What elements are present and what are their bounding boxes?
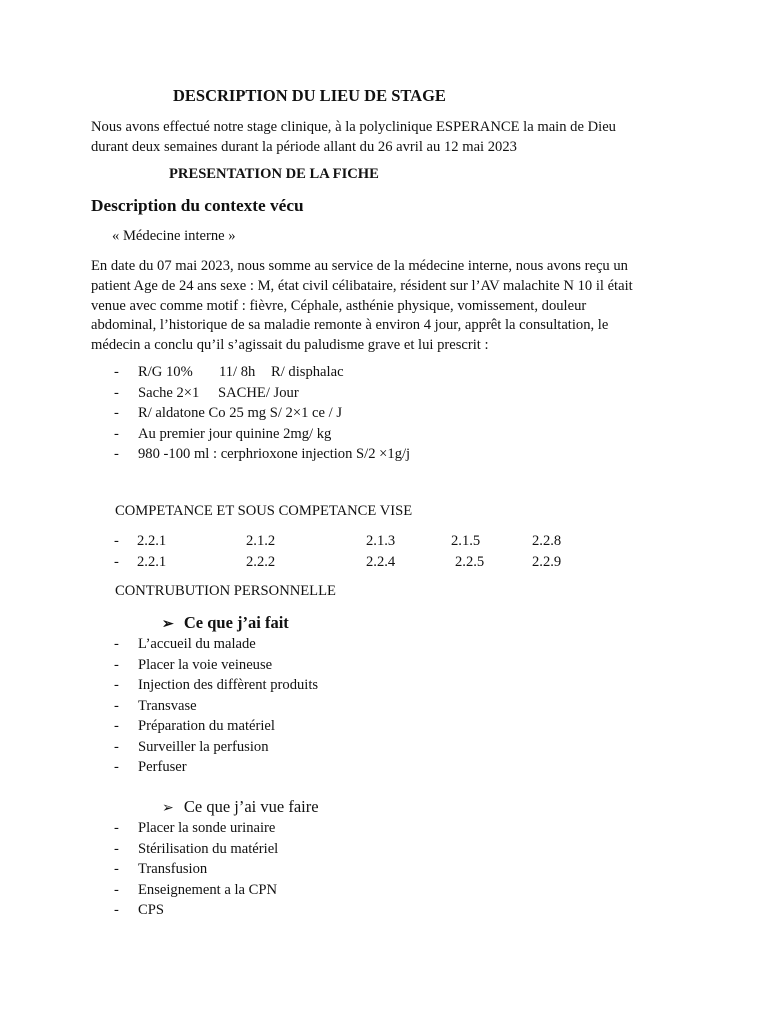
competence-code: 2.2.1 bbox=[137, 533, 167, 549]
narrative-line: abdominal, l’historique de sa maladie remonte à environ 4 jour, apprêt la consultation, le bbox=[91, 317, 609, 334]
bullet-dash: - bbox=[114, 840, 119, 857]
done-item: Préparation du matériel bbox=[138, 718, 275, 734]
seen-item: Enseignement a la CPN bbox=[138, 881, 278, 898]
context-heading: Description du contexte vécu bbox=[91, 196, 304, 215]
narrative-line: venue avec comme motif : fièvre, Céphale, asthénie physique, vomissement, douleur bbox=[91, 297, 587, 314]
prescription-part: Au premier jour quinine 2mg/ kg bbox=[138, 425, 332, 442]
bullet-dash: - bbox=[114, 553, 119, 570]
service-label: « Médecine interne » bbox=[112, 228, 236, 244]
bullet-dash: - bbox=[114, 861, 119, 877]
seen-heading-row bbox=[162, 797, 319, 817]
competence-code: 2.2.9 bbox=[532, 553, 562, 570]
done-item: L’accueil du malade bbox=[138, 636, 256, 652]
arrow-icon: ➢ bbox=[162, 801, 174, 816]
prescription-part: R/G 10% bbox=[138, 364, 193, 380]
contribution-heading: CONTRUBUTION PERSONNELLE bbox=[115, 583, 336, 599]
seen-item: Placer la sonde urinaire bbox=[138, 820, 276, 836]
done-item: Perfuser bbox=[138, 759, 187, 775]
competence-code: 2.2.1 bbox=[137, 553, 167, 570]
bullet-dash: - bbox=[114, 636, 119, 652]
bullet-dash: - bbox=[114, 405, 119, 421]
bullet-dash: - bbox=[114, 656, 119, 673]
bullet-dash: - bbox=[114, 718, 119, 734]
prescription-part: 11/ 8h bbox=[219, 364, 256, 380]
competence-code: 2.1.3 bbox=[366, 533, 396, 549]
done-item: Surveiller la perfusion bbox=[138, 738, 269, 755]
bullet-dash: - bbox=[114, 881, 119, 898]
arrow-icon: ➢ bbox=[162, 617, 174, 632]
bullet-dash: - bbox=[114, 697, 119, 714]
narrative-line: patient Age de 24 ans sexe : M, état civil célibataire, résident sur l’AV malachite N 10 il était bbox=[91, 277, 633, 294]
competence-heading: COMPETANCE ET SOUS COMPETANCE VISE bbox=[115, 503, 413, 519]
prescription-part: 980 -100 ml : cerphrioxone injection S/2 ×1g/j bbox=[138, 446, 411, 462]
done-heading-row bbox=[162, 613, 289, 633]
competence-code: 2.2.5 bbox=[455, 553, 485, 570]
competence-code: 2.2.4 bbox=[366, 553, 396, 570]
bullet-dash: - bbox=[114, 677, 119, 693]
seen-item: Stérilisation du matériel bbox=[138, 840, 279, 857]
done-item: Injection des diffèrent produits bbox=[138, 677, 319, 693]
intro-line: Nous avons effectué notre stage clinique, à la polyclinique ESPERANCE la main de Dieu bbox=[91, 119, 616, 135]
competence-code: 2.1.5 bbox=[451, 533, 481, 549]
prescription-part: R/ disphalac bbox=[271, 364, 344, 380]
done-item: Transvase bbox=[138, 697, 197, 714]
bullet-dash: - bbox=[114, 364, 119, 380]
intro-paragraph bbox=[91, 118, 616, 158]
done-heading: Ce que j’ai fait bbox=[183, 613, 289, 632]
bullet-dash: - bbox=[114, 384, 119, 401]
prescription-part: R/ aldatone Co 25 mg S/ 2×1 ce / J bbox=[138, 405, 343, 421]
narrative-line: médecin a conclu qu’il s’agissait du paludisme grave et lui prescrit : bbox=[91, 337, 489, 354]
bullet-dash: - bbox=[114, 446, 119, 462]
prescription-part: Sache 2×1 bbox=[138, 384, 200, 401]
competence-code: 2.2.8 bbox=[532, 533, 562, 549]
bullet-dash: - bbox=[114, 820, 119, 836]
seen-heading: Ce que j’ai vue faire bbox=[183, 797, 319, 816]
bullet-dash: - bbox=[114, 425, 119, 442]
competence-code: 2.2.2 bbox=[246, 553, 276, 570]
bullet-dash: - bbox=[114, 533, 119, 549]
seen-item: CPS bbox=[138, 902, 164, 918]
document-title: DESCRIPTION DU LIEU DE STAGE bbox=[173, 86, 446, 105]
bullet-dash: - bbox=[114, 738, 119, 755]
seen-item: Transfusion bbox=[138, 861, 208, 877]
done-item: Placer la voie veineuse bbox=[138, 656, 273, 673]
narrative-paragraph bbox=[91, 257, 633, 356]
intro-line: durant deux semaines durant la période allant du 26 avril au 12 mai 2023 bbox=[91, 138, 517, 155]
prescription-part: SACHE/ Jour bbox=[218, 384, 299, 401]
competence-code: 2.1.2 bbox=[246, 533, 276, 549]
bullet-dash: - bbox=[114, 902, 119, 918]
presentation-heading: PRESENTATION DE LA FICHE bbox=[169, 166, 379, 182]
bullet-dash: - bbox=[114, 759, 119, 775]
narrative-line: En date du 07 mai 2023, nous somme au service de la médecine interne, nous avons reçu un bbox=[91, 258, 628, 274]
